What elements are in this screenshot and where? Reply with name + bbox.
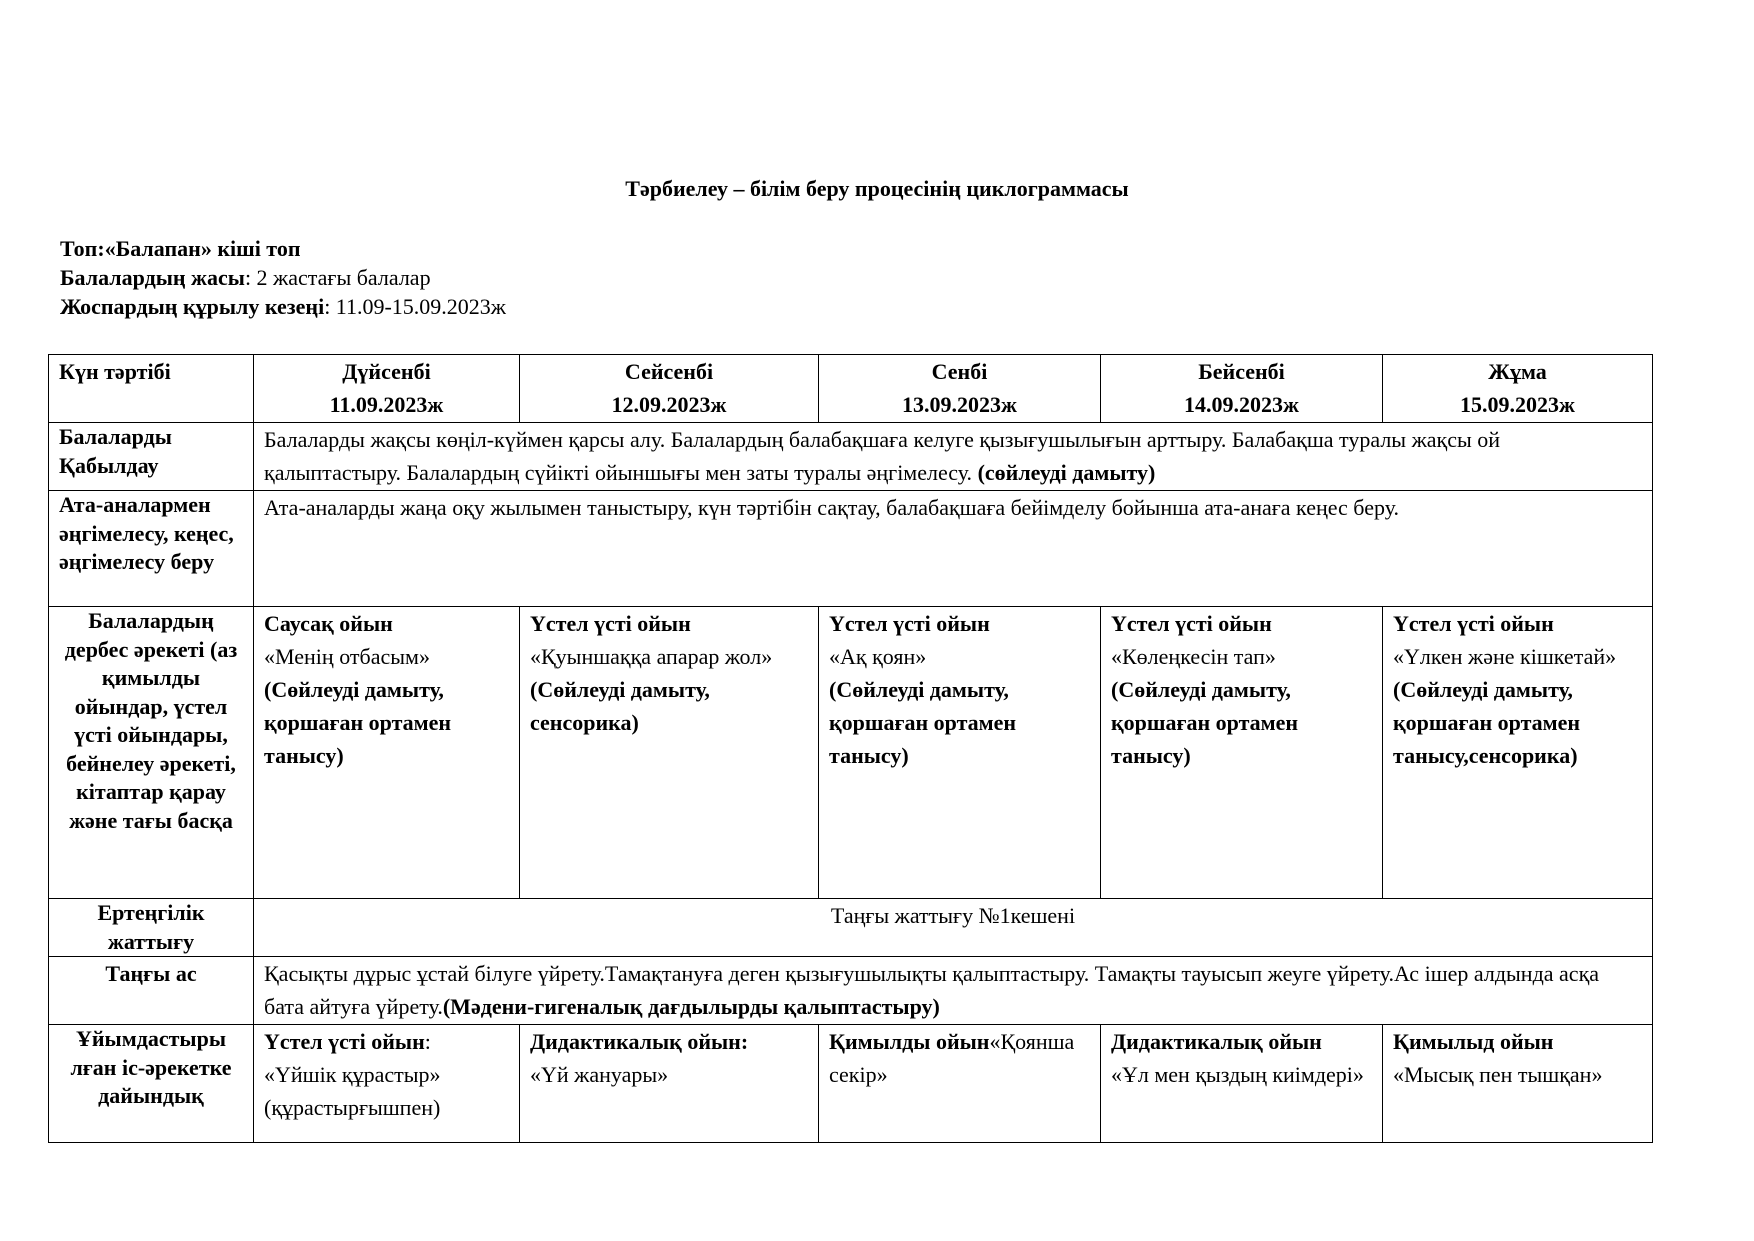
prep-cell <box>520 1025 819 1143</box>
prep-suffix: : <box>424 1029 431 1054</box>
prep-row <box>49 1025 1653 1143</box>
day-date: 11.09.2023ж <box>329 392 444 417</box>
prep-name: «Үй жануары» <box>530 1062 669 1087</box>
reception-body: Балаларды жақсы көңіл-күймен қарсы алу. Балалардың балабақшаға келуге қызығушылығын арттыру. Балабақша туралы жақсы ой қалыптастыру. Балалардың сүйікті ойыншығы мен заты туралы әңгімелесу. <box>264 427 1501 485</box>
header-row <box>49 355 1653 423</box>
parents-text: Ата-аналарды жаңа оқу жылымен таныстыру, күн тәртібін сақтау, балабақшаға бейімделу бойынша ата-анаға кеңес беру. <box>254 491 1653 607</box>
page-title: Тәрбиелеу – білім беру процесінің циклограммасы <box>625 176 1129 201</box>
period-label: Жоспардың құрылу кезеңі <box>60 294 325 319</box>
prep-type: Дидактикалық ойын <box>1111 1029 1322 1054</box>
activity-type: Үстел үсті ойын <box>1393 611 1554 636</box>
day-date: 14.09.2023ж <box>1184 392 1299 417</box>
header-day <box>819 355 1101 423</box>
schedule-table <box>48 354 1653 1143</box>
activity-type: Үстел үсті ойын <box>530 611 691 636</box>
activity-cell <box>1383 607 1653 899</box>
header-routine: Күн тәртібі <box>49 355 254 423</box>
activity-goal: (Сөйлеуді дамыту, қоршаған ортамен танысу,сенсорика) <box>1393 677 1581 768</box>
exercise-row <box>49 899 1653 957</box>
reception-text <box>254 423 1653 491</box>
reception-goal: (сөйлеуді дамыту) <box>977 460 1156 485</box>
row-label: Балаларды Қабылдау <box>49 423 254 491</box>
row-label: Балалардың дербес әрекеті (аз қимылды ойындар, үстел үсті ойындары, бейнелеу әрекеті, кітаптар қарау және тағы басқа <box>49 607 254 899</box>
age-line <box>60 263 506 292</box>
prep-type: Дидактикалық ойын: <box>530 1029 749 1054</box>
activity-name: «Ақ қоян» <box>829 644 927 669</box>
activity-type: Үстел үсті ойын <box>829 611 990 636</box>
prep-type: Қимылыд ойын <box>1393 1029 1554 1054</box>
header-day <box>1383 355 1653 423</box>
reception-row <box>49 423 1653 491</box>
group-label: Топ:«Балапан» кіші топ <box>60 236 301 261</box>
row-label: Ұйымдастыры лған іс-әрекетке дайындық <box>49 1025 254 1143</box>
breakfast-row <box>49 957 1653 1025</box>
group-line <box>60 234 506 263</box>
breakfast-goal: (Мәдени-гигеналық дағдылырды қалыптастыру) <box>442 994 940 1019</box>
parents-row <box>49 491 1653 607</box>
activity-type: Үстел үсті ойын <box>1111 611 1272 636</box>
prep-name: «Қоянша секір» <box>829 1029 1075 1087</box>
activity-cell <box>1101 607 1383 899</box>
prep-name: «Үйшік құрастыр» (құрастырғышпен) <box>264 1062 441 1120</box>
activity-goal: (Сөйлеуді дамыту, қоршаған ортамен танысу) <box>264 677 452 768</box>
day-name: Сенбі <box>931 359 988 384</box>
row-label: Ертеңгілік жаттығу <box>49 899 254 957</box>
prep-name: «Ұл мен қыздың киімдері» <box>1111 1062 1364 1087</box>
activity-name: «Менің отбасым» <box>264 644 430 669</box>
header-day <box>520 355 819 423</box>
independent-row <box>49 607 1653 899</box>
prep-cell <box>819 1025 1101 1143</box>
activity-name: «Үлкен және кішкетай» <box>1393 644 1617 669</box>
age-value: : 2 жастағы балалар <box>244 265 431 290</box>
activity-name: «Көлеңкесін тап» <box>1111 644 1276 669</box>
day-name: Сейсенбі <box>624 359 714 384</box>
row-label: Таңғы ас <box>49 957 254 1025</box>
exercise-text: Таңғы жаттығу №1кешені <box>254 899 1653 957</box>
header-day <box>1101 355 1383 423</box>
breakfast-text <box>254 957 1653 1025</box>
day-date: 12.09.2023ж <box>611 392 727 417</box>
activity-goal: (Сөйлеуді дамыту, сенсорика) <box>530 677 710 735</box>
header-day <box>254 355 520 423</box>
activity-type: Саусақ ойын <box>264 611 393 636</box>
plan-meta <box>60 234 506 321</box>
activity-name: «Қуыншаққа апарар жол» <box>530 644 773 669</box>
day-name: Дүйсенбі <box>342 359 431 384</box>
row-label: Ата-аналармен әңгімелесу, кеңес, әңгімелесу беру <box>49 491 254 607</box>
prep-cell <box>1383 1025 1653 1143</box>
activity-cell <box>520 607 819 899</box>
prep-type: Қимылды ойын <box>829 1029 990 1054</box>
period-line <box>60 292 506 321</box>
day-date: 15.09.2023ж <box>1460 392 1575 417</box>
prep-cell <box>1101 1025 1383 1143</box>
breakfast-body: Қасықты дұрыс ұстай білуге үйрету.Тамақтануға деген қызығушылықты қалыптастыру. Тамақты тауысып жеуге үйрету.Ас ішер алдында асқа бата айтуға үйрету. <box>264 961 1600 1019</box>
prep-name: «Мысық пен тышқан» <box>1393 1062 1603 1087</box>
activity-cell <box>819 607 1101 899</box>
age-label: Балалардың жасы <box>60 265 245 290</box>
activity-cell <box>254 607 520 899</box>
prep-type: Үстел үсті ойын <box>264 1029 425 1054</box>
day-name: Жұма <box>1488 359 1547 384</box>
day-name: Бейсенбі <box>1198 359 1285 384</box>
activity-goal: (Сөйлеуді дамыту, қоршаған ортамен танысу) <box>829 677 1017 768</box>
period-value: : 11.09-15.09.2023ж <box>324 294 507 319</box>
activity-goal: (Сөйлеуді дамыту, қоршаған ортамен танысу) <box>1111 677 1299 768</box>
day-date: 13.09.2023ж <box>902 392 1017 417</box>
prep-cell <box>254 1025 520 1143</box>
